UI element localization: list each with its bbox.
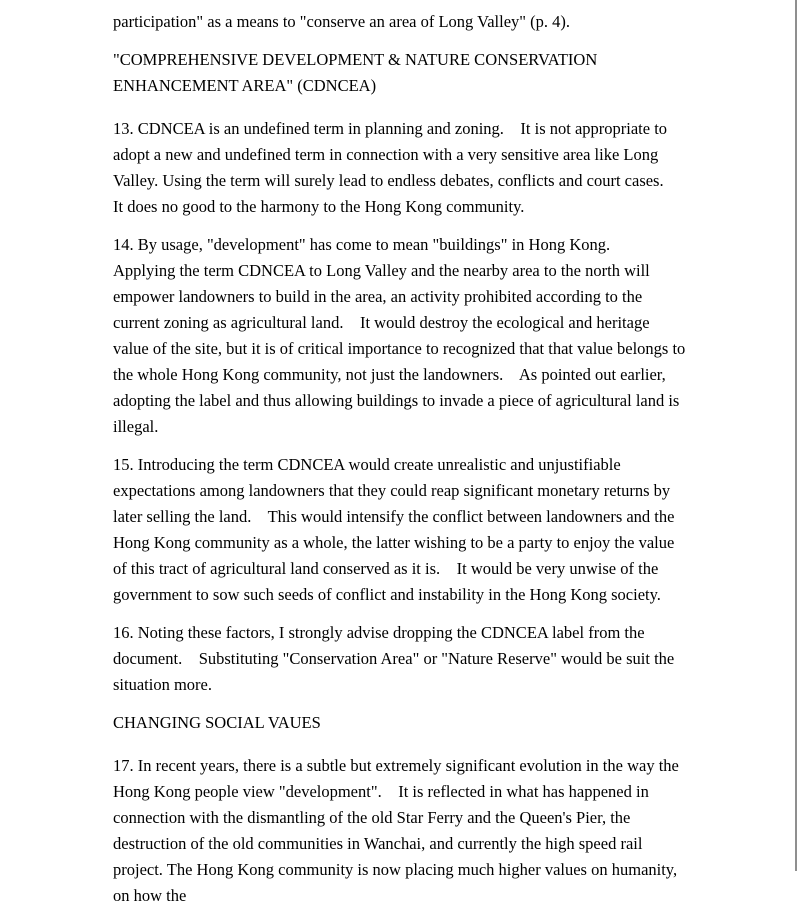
paragraph-13: 13. CDNCEA is an undefined term in planning and zoning. It is not appropriate to adopt a new and undefined term in connection with a very sensitive area like Long Valley. Using the term will surely lead to endless debates, conflicts and court cases. It does no good to the harmony to the Hong Kong community. — [113, 119, 681, 216]
paragraph-17: 17. In recent years, there is a subtle but extremely significant evolution in the way the Hong Kong people view "development". It is reflected in what has happened in connection with the dismantling of the old Star Ferry and the Queen's Pier, the destruction of the old communities in Wanchai, and currently the high speed rail project. The Hong Kong community is now placing much higher values on humanity, on how the — [113, 756, 683, 905]
paragraph-14: 14. By usage, "development" has come to mean "buildings" in Hong Kong. Applying the term CDNCEA to Long Valley and the nearby area to the north will empower landowners to build in the area, an activity prohibited according to the current zoning as agricultural land. It would destroy the ecological and heritage value of the site, but it is of critical importance to recognized that that value belongs to the whole Hong Kong community, not just the landowners. As pointed out earlier, adopting the label and thus allowing buildings to invade a piece of agricultural land is illegal. — [113, 235, 690, 436]
paragraph-16: 16. Noting these factors, I strongly advise dropping the CDNCEA label from the document. Substituting "Conservation Area" or "Nature Reserve" would be suit the situation more. — [113, 623, 679, 694]
section-heading-changing-social-values: CHANGING SOCIAL VAUES — [113, 713, 321, 732]
window-right-border — [795, 0, 797, 871]
paragraph-15: 15. Introducing the term CDNCEA would create unrealistic and unjustifiable expectations among landowners that they could reap significant monetary returns by later selling the land. This would intensify the conflict between landowners and the Hong Kong community as a whole, the latter wishing to be a party to enjoy the value of this tract of agricultural land conserved as it is. It would be very unwise of the government to sow such seeds of conflict and instability in the Hong Kong society. — [113, 455, 679, 604]
continuation-paragraph: participation" as a means to "conserve an area of Long Valley" (p. 4). — [113, 12, 570, 31]
section-heading-cdncea: "COMPREHENSIVE DEVELOPMENT & NATURE CONSERVATION ENHANCEMENT AREA" (CDNCEA) — [113, 50, 602, 95]
document-page — [113, 9, 688, 921]
